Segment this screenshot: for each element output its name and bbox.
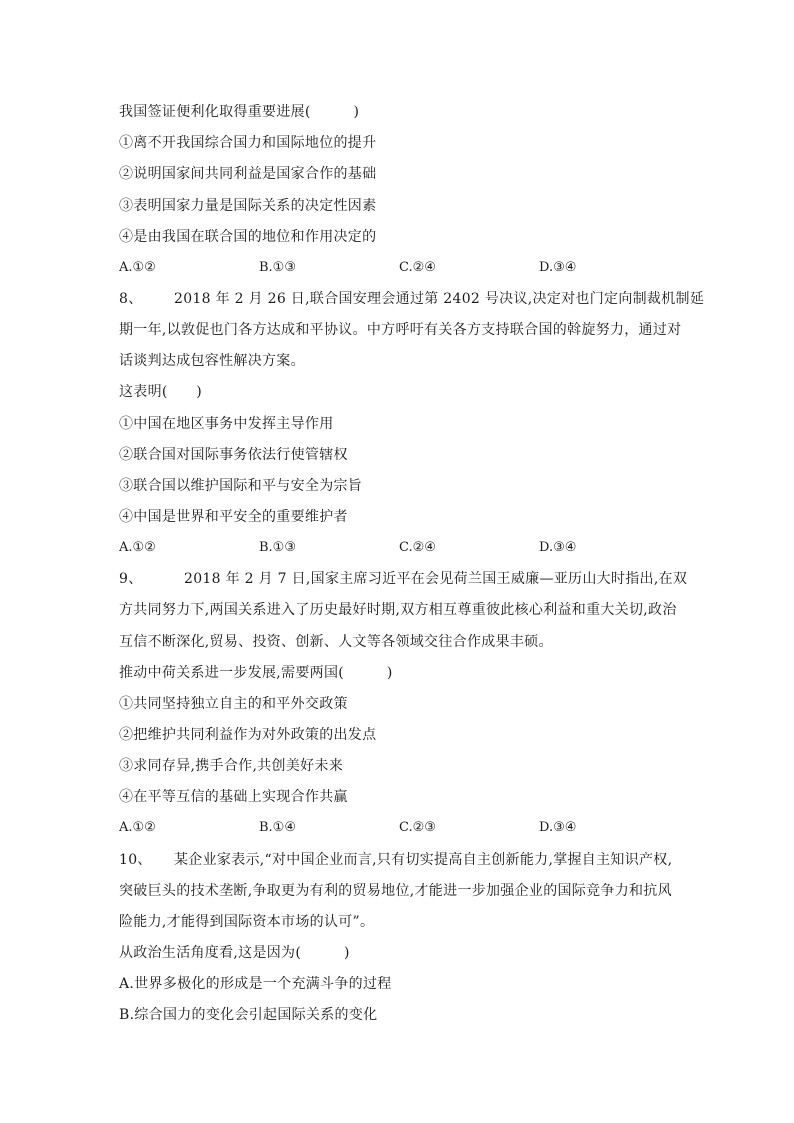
q8-stem-line-3: 话谈判达成包容性解决方案。 — [119, 353, 305, 369]
q10-stem-line-2: 突破巨头的技术垄断,争取更为有利的贸易地位,才能进一步加强企业的国际竞争力和抗风 — [119, 883, 672, 899]
q10-choice-b[interactable]: B.综合国力的变化会引起国际关系的变化 — [119, 1007, 378, 1023]
q7-stem-tail: 我国签证便利化取得重要进展( ) — [119, 104, 360, 120]
q7-option-b[interactable]: B.①③ — [259, 260, 296, 275]
q8-statement-4: ④中国是世界和平安全的重要维护者 — [119, 509, 348, 525]
q9-option-b[interactable]: B.①④ — [259, 820, 296, 835]
q9-option-d[interactable]: D.③④ — [539, 820, 577, 835]
q9-options — [119, 818, 679, 838]
q7-statement-1: ①离不开我国综合国力和国际地位的提升 — [119, 135, 377, 151]
q8-statement-2: ②联合国对国际事务依法行使管辖权 — [119, 447, 348, 463]
q7-option-a[interactable]: A.①② — [119, 260, 156, 275]
q9-option-a[interactable]: A.①② — [119, 820, 156, 835]
q9-statement-2: ②把维护共同利益作为对外政策的出发点 — [119, 727, 377, 743]
q10-number: 10、 — [119, 852, 152, 868]
q8-option-d[interactable]: D.③④ — [539, 540, 577, 555]
q7-option-d[interactable]: D.③④ — [539, 260, 577, 275]
q8-number: 8、 — [119, 291, 143, 307]
q7-statement-3: ③表明国家力量是国际关系的决定性因素 — [119, 198, 377, 214]
q8-option-a[interactable]: A.①② — [119, 540, 156, 555]
q9-option-c[interactable]: C.②③ — [399, 820, 436, 835]
q10-stem-line-3: 险能力,才能得到国际资本市场的认可”。 — [119, 914, 375, 930]
q8-stem-line-2: 期一年,以敦促也门各方达成和平协议。中方呼吁有关各方支持联合国的斡旋努力，通过对 — [119, 322, 682, 338]
q9-statement-4: ④在平等互信的基础上实现合作共赢 — [119, 789, 348, 805]
q7-statement-2: ②说明国家间共同利益是国家合作的基础 — [119, 166, 377, 182]
q10-stem-line-1: 10、 某企业家表示,“对中国企业而言,只有切实提高自主创新能力,掌握自主知识产权, — [119, 852, 673, 868]
q9-statement-1: ①共同坚持独立自主的和平外交政策 — [119, 696, 348, 712]
q9-statement-3: ③求同存异,携手合作,共创美好未来 — [119, 758, 343, 774]
q7-option-c[interactable]: C.②④ — [399, 260, 436, 275]
q9-stem-line-3: 互信不断深化,贸易、投资、创新、人文等各领域交往合作成果丰硕。 — [119, 634, 553, 650]
q8-options — [119, 538, 679, 558]
q8-statement-3: ③联合国以维护国际和平与安全为宗旨 — [119, 478, 363, 494]
q7-options — [119, 258, 679, 278]
q9-question: 推动中荷关系进一步发展,需要两国( ) — [119, 665, 393, 681]
q8-option-c[interactable]: C.②④ — [399, 540, 436, 555]
q9-stem-line-2: 方共同努力下,两国关系进入了历史最好时期,双方相互尊重彼此核心利益和重大关切,政治 — [119, 602, 677, 618]
q10-question: 从政治生活角度看,这是因为( ) — [119, 945, 350, 961]
q8-stem-line-1: 8、 2018 年 2 月 26 日,联合国安理会通过第 2402 号决议,决定对也门定向制裁机制延 — [119, 291, 705, 307]
q9-number: 9、 — [119, 571, 143, 587]
q9-stem-line-1: 9、 2018 年 2 月 7 日,国家主席习近平在会见荷兰国王威廉—亚历山大时指出,在双 — [119, 571, 688, 587]
q8-option-b[interactable]: B.①③ — [259, 540, 296, 555]
q10-choice-a[interactable]: A.世界多极化的形成是一个充满斗争的过程 — [119, 976, 392, 992]
q8-statement-1: ①中国在地区事务中发挥主导作用 — [119, 416, 334, 432]
q7-statement-4: ④是由我国在联合国的地位和作用决定的 — [119, 229, 377, 245]
q8-question: 这表明( ) — [119, 384, 203, 400]
